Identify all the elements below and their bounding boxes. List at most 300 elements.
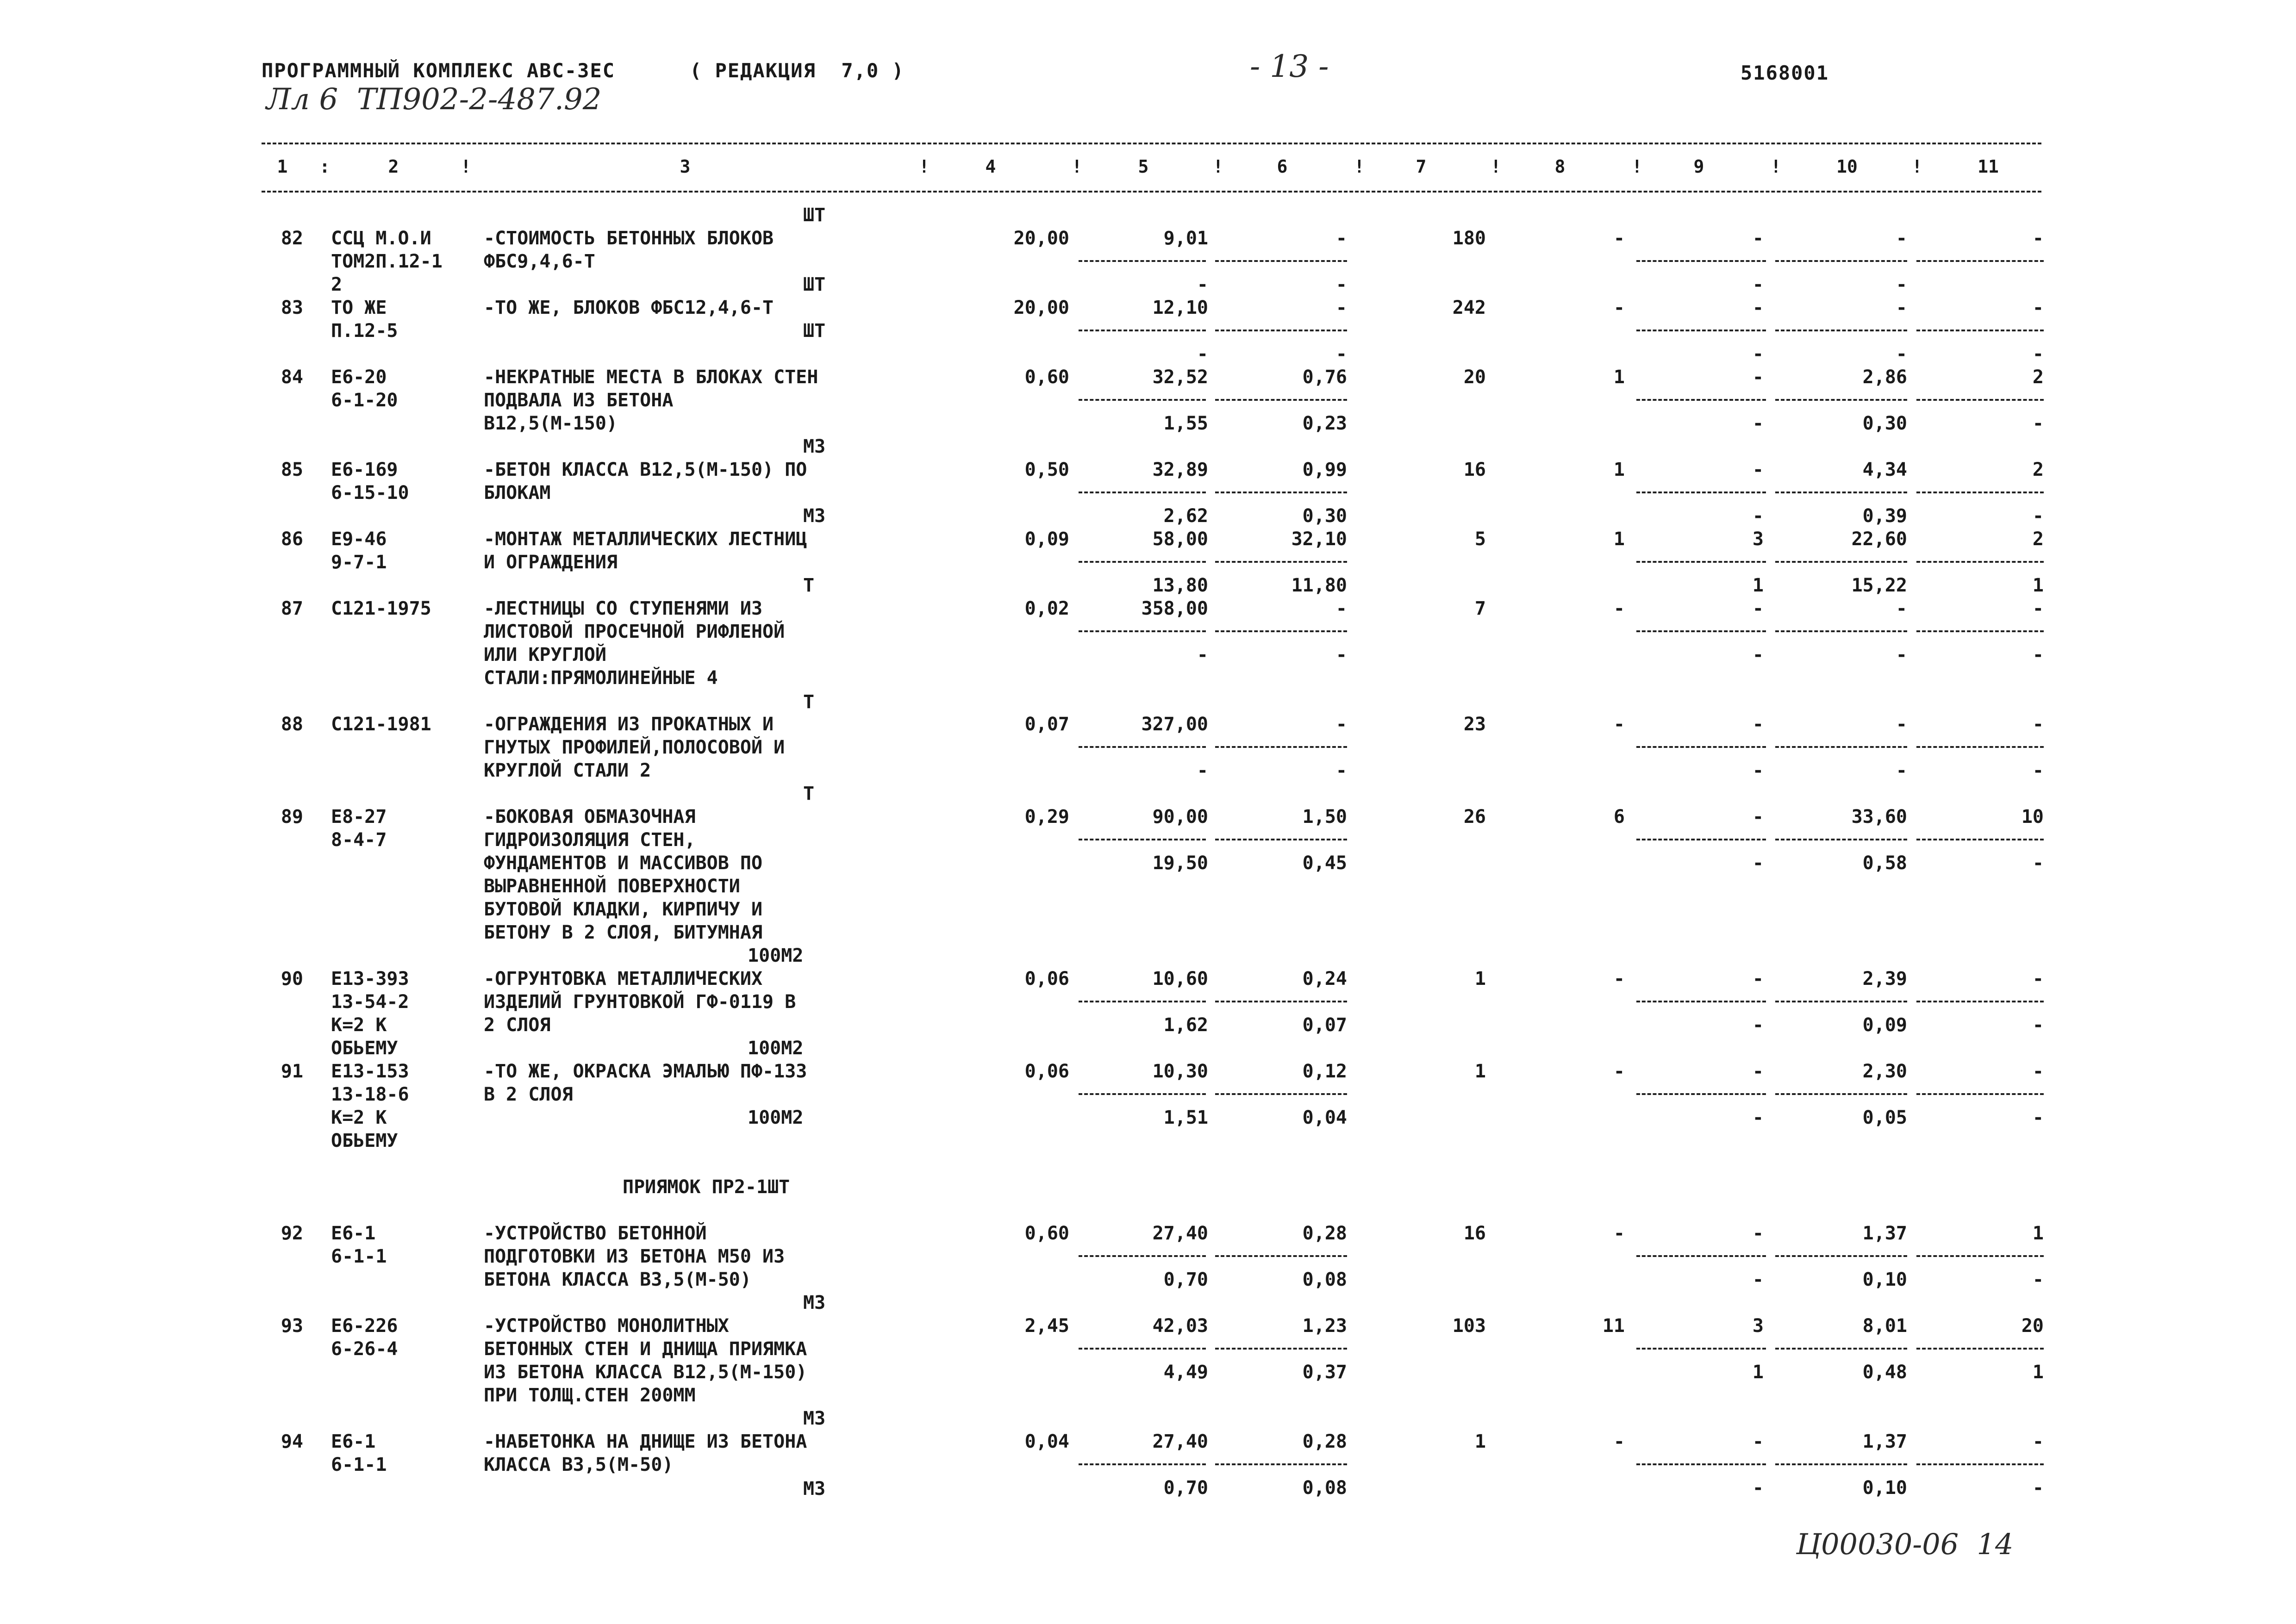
value-separator-line: [1916, 1001, 2044, 1002]
column-separator: !: [1354, 156, 1365, 177]
cell-c9-bottom: -: [1752, 1107, 1764, 1128]
cell-c5-bottom: 13,80: [1152, 575, 1208, 596]
cell-c9-bottom: 1: [1752, 1362, 1764, 1383]
cell-c6-top: 32,10: [1291, 529, 1347, 550]
quantity-value: 0,29: [1024, 806, 1069, 828]
work-description: -ОГРАЖДЕНИЯ ИЗ ПРОКАТНЫХ И: [484, 714, 774, 735]
rate-code: ТО ЖЕ: [331, 297, 387, 318]
cell-c5-bottom: 2,62: [1163, 505, 1208, 527]
cell-c9-top: -: [1752, 806, 1764, 828]
cell-c9-bottom: -: [1752, 413, 1764, 434]
cell-c11-bottom: -: [2032, 343, 2044, 365]
cell-c5-top: 10,30: [1152, 1061, 1208, 1082]
page-number: - 13 -: [1250, 49, 1329, 84]
value-separator-line: [1916, 561, 2044, 563]
rate-code: К=2 К: [331, 1014, 387, 1036]
value-separator-line: [1215, 260, 1347, 262]
cell-c10-bottom: 0,48: [1862, 1362, 1907, 1383]
column-separator: :: [319, 156, 330, 177]
rate-code: ОБЬЕМУ: [331, 1038, 398, 1059]
rate-code: Е6-1: [331, 1431, 376, 1452]
value-separator-line: [1215, 746, 1347, 748]
column-header-5: 5: [1138, 156, 1149, 177]
rate-code: 13-54-2: [331, 991, 409, 1013]
work-description: ИЛИ КРУГЛОЙ: [484, 644, 606, 666]
value-separator-line: [1079, 630, 1206, 632]
column-header-10: 10: [1836, 156, 1858, 177]
value-separator-line: [1916, 260, 2044, 262]
cell-c5-bottom: 1,51: [1163, 1107, 1208, 1128]
cell-c11-bottom: -: [2032, 413, 2044, 434]
value-separator-line: [1775, 260, 1907, 262]
cell-c11-bottom: -: [2032, 505, 2044, 527]
value-separator-line: [1775, 1001, 1907, 1002]
cell-c6-bottom: -: [1335, 644, 1347, 666]
cell-c5-bottom: -: [1197, 760, 1208, 781]
cell-c6-top: 0,76: [1302, 367, 1347, 388]
cell-col7: 103: [1452, 1315, 1486, 1337]
unit-label: М3: [803, 436, 826, 457]
work-description: БЕТОНА КЛАССА В3,5(М-50): [484, 1269, 751, 1290]
cell-c9-bottom: 1: [1752, 575, 1764, 596]
quantity-value: 0,04: [1024, 1431, 1069, 1452]
value-separator-line: [1636, 492, 1766, 493]
cell-c10-top: 4,34: [1862, 459, 1907, 480]
work-description: -ТО ЖЕ, БЛОКОВ ФБС12,4,6-Т: [484, 297, 774, 318]
row-number: 86: [281, 529, 303, 550]
column-separator: !: [1072, 156, 1082, 177]
value-separator-line: [1215, 839, 1347, 840]
cell-c9-top: -: [1752, 598, 1764, 619]
rate-code: С121-1981: [331, 714, 431, 735]
rate-code: ССЦ М.О.И: [331, 228, 431, 249]
cell-c10-top: 2,39: [1862, 968, 1907, 989]
cell-c5-bottom: 4,49: [1163, 1362, 1208, 1383]
cell-col8: -: [1613, 1431, 1625, 1452]
document-code: 5168001: [1741, 62, 1829, 84]
cell-c10-top: -: [1896, 714, 1907, 735]
cell-c9-top: 3: [1752, 529, 1764, 550]
cell-c5-top: 42,03: [1152, 1315, 1208, 1337]
cell-c10-bottom: -: [1896, 343, 1907, 365]
unit-label: М3: [803, 1292, 826, 1313]
cell-col8: 1: [1613, 529, 1625, 550]
row-number: 87: [281, 598, 303, 619]
value-separator-line: [1916, 839, 2044, 840]
rate-code: 6-15-10: [331, 482, 409, 504]
cell-c11-bottom: -: [2032, 760, 2044, 781]
unit-label: Т: [803, 783, 815, 804]
rate-code: 6-1-1: [331, 1246, 387, 1267]
row-number: 84: [281, 367, 303, 388]
header-rule-top: [262, 143, 2041, 144]
row-number: 90: [281, 968, 303, 989]
work-description: ПОДГОТОВКИ ИЗ БЕТОНА М50 ИЗ: [484, 1246, 785, 1267]
rate-code: Е6-169: [331, 459, 398, 480]
cell-c11-top: 2: [2032, 529, 2044, 550]
work-description: ГИДРОИЗОЛЯЦИЯ СТЕН,: [484, 829, 696, 851]
value-separator-line: [1079, 561, 1206, 563]
cell-c9-top: -: [1752, 1431, 1764, 1452]
row-number: 92: [281, 1223, 303, 1244]
cell-c11-bottom: 1: [2032, 1362, 2044, 1383]
cell-c11-top: 20: [2021, 1315, 2044, 1337]
work-description: СТАЛИ:ПРЯМОЛИНЕЙНЫЕ 4: [484, 667, 718, 689]
unit-label: ШТ: [803, 205, 826, 226]
rate-code: Е9-46: [331, 529, 387, 550]
cell-col7: 16: [1463, 1223, 1486, 1244]
rate-code: 8-4-7: [331, 829, 387, 851]
column-header-6: 6: [1277, 156, 1288, 177]
cell-c9-top: -: [1752, 1061, 1764, 1082]
cell-col7: 20: [1463, 367, 1486, 388]
value-separator-line: [1636, 1463, 1766, 1465]
cell-col7: 180: [1452, 228, 1486, 249]
rate-code: 9-7-1: [331, 552, 387, 573]
unit-label: 100М2: [748, 945, 804, 966]
row-number: 89: [281, 806, 303, 828]
column-header-8: 8: [1554, 156, 1566, 177]
cell-c6-top: 0,28: [1302, 1431, 1347, 1452]
unit-label: М3: [803, 505, 826, 527]
cell-c5-top: 90,00: [1152, 806, 1208, 828]
column-separator: !: [1213, 156, 1223, 177]
value-separator-line: [1079, 839, 1206, 840]
cell-c11-top: 2: [2032, 367, 2044, 388]
cell-c10-top: -: [1896, 228, 1907, 249]
cell-c6-bottom: 0,04: [1302, 1107, 1347, 1128]
column-separator: !: [1632, 156, 1642, 177]
work-description: ПОДВАЛА ИЗ БЕТОНА: [484, 390, 674, 411]
rate-code: 6-26-4: [331, 1338, 398, 1360]
rate-code: К=2 К: [331, 1107, 387, 1128]
cell-c9-top: -: [1752, 968, 1764, 989]
cell-c10-bottom: -: [1896, 644, 1907, 666]
value-separator-line: [1916, 1348, 2044, 1350]
cell-c9-bottom: -: [1752, 1269, 1764, 1290]
cell-col7: 1: [1474, 1431, 1486, 1452]
value-separator-line: [1775, 839, 1907, 840]
cell-c11-bottom: -: [2032, 1014, 2044, 1036]
cell-c6-top: -: [1335, 228, 1347, 249]
row-number: 93: [281, 1315, 303, 1337]
value-separator-line: [1215, 1093, 1347, 1095]
header-rule-bottom: [262, 191, 2041, 193]
cell-c11-bottom: -: [2032, 1107, 2044, 1128]
cell-c5-top: 12,10: [1152, 297, 1208, 318]
cell-c6-top: 0,28: [1302, 1223, 1347, 1244]
cell-c11-top: -: [2032, 598, 2044, 619]
work-description: -УСТРОЙСТВО БЕТОННОЙ: [484, 1223, 707, 1244]
cell-c10-top: 22,60: [1851, 529, 1907, 550]
cell-c6-top: 1,50: [1302, 806, 1347, 828]
section-title: ПРИЯМОК ПР2-1ШТ: [623, 1176, 790, 1198]
work-description: ЛИСТОВОЙ ПРОСЕЧНОЙ РИФЛЕНОЙ: [484, 621, 785, 642]
quantity-value: 0,02: [1024, 598, 1069, 619]
value-separator-line: [1916, 1463, 2044, 1465]
work-description: -МОНТАЖ МЕТАЛЛИЧЕСКИХ ЛЕСТНИЦ: [484, 529, 807, 550]
cell-c5-top: 32,52: [1152, 367, 1208, 388]
quantity-value: 0,07: [1024, 714, 1069, 735]
column-header-3: 3: [680, 156, 691, 177]
cell-c5-bottom: 0,70: [1163, 1269, 1208, 1290]
value-separator-line: [1215, 330, 1347, 331]
cell-col7: 1: [1474, 968, 1486, 989]
value-separator-line: [1079, 492, 1206, 493]
cell-c11-top: -: [2032, 1061, 2044, 1082]
value-separator-line: [1079, 746, 1206, 748]
cell-c6-top: 1,23: [1302, 1315, 1347, 1337]
cell-col8: -: [1613, 228, 1625, 249]
cell-col7: 26: [1463, 806, 1486, 828]
cell-c6-top: 0,99: [1302, 459, 1347, 480]
value-separator-line: [1775, 1255, 1907, 1257]
cell-col8: 6: [1613, 806, 1625, 828]
cell-c5-bottom: 1,62: [1163, 1014, 1208, 1036]
cell-c5-bottom: -: [1197, 644, 1208, 666]
work-description: -БОКОВАЯ ОБМАЗОЧНАЯ: [484, 806, 696, 828]
cell-c9-top: -: [1752, 1223, 1764, 1244]
cell-c9-bottom: -: [1752, 760, 1764, 781]
value-separator-line: [1215, 1001, 1347, 1002]
value-separator-line: [1916, 1093, 2044, 1095]
quantity-value: 0,06: [1024, 968, 1069, 989]
value-separator-line: [1079, 1093, 1206, 1095]
value-separator-line: [1916, 1255, 2044, 1257]
value-separator-line: [1079, 330, 1206, 331]
cell-c10-top: 8,01: [1862, 1315, 1907, 1337]
row-number: 83: [281, 297, 303, 318]
cell-c11-bottom: -: [2032, 644, 2044, 666]
work-description: И ОГРАЖДЕНИЯ: [484, 552, 618, 573]
value-separator-line: [1079, 1001, 1206, 1002]
work-description: -СТОИМОСТЬ БЕТОННЫХ БЛОКОВ: [484, 228, 774, 249]
value-separator-line: [1636, 746, 1766, 748]
cell-c6-bottom: 0,23: [1302, 413, 1347, 434]
cell-c9-bottom: -: [1752, 343, 1764, 365]
cell-c11-top: 1: [2032, 1223, 2044, 1244]
cell-c11-top: -: [2032, 1431, 2044, 1452]
column-separator: !: [919, 156, 930, 177]
cell-c10-bottom: 0,05: [1862, 1107, 1907, 1128]
cell-col7: 16: [1463, 459, 1486, 480]
cell-c11-top: -: [2032, 714, 2044, 735]
work-description: -НАБЕТОНКА НА ДНИЩЕ ИЗ БЕТОНА: [484, 1431, 807, 1452]
rate-code: 2: [331, 274, 343, 295]
cell-c9-top: 3: [1752, 1315, 1764, 1337]
cell-c10-top: 33,60: [1851, 806, 1907, 828]
column-header-11: 11: [1978, 156, 1999, 177]
value-separator-line: [1775, 1348, 1907, 1350]
value-separator-line: [1775, 330, 1907, 331]
work-description: ФБС9,4,6-Т: [484, 251, 595, 272]
work-description: КЛАССА В3,5(М-50): [484, 1454, 674, 1475]
rate-code: Е6-20: [331, 367, 387, 388]
work-description: ИЗ БЕТОНА КЛАССА В12,5(М-150): [484, 1362, 807, 1383]
work-description: ГНУТЫХ ПРОФИЛЕЙ,ПОЛОСОВОЙ И: [484, 737, 785, 758]
unit-label: Т: [803, 575, 815, 596]
cell-col8: -: [1613, 297, 1625, 318]
value-separator-line: [1636, 1093, 1766, 1095]
unit-label: 100М2: [748, 1038, 804, 1059]
value-separator-line: [1636, 260, 1766, 262]
cell-col8: 1: [1613, 367, 1625, 388]
cell-c6-bottom: 0,45: [1302, 852, 1347, 874]
program-title: ПРОГРАММНЫЙ КОМПЛЕКС АВС-3ЕС: [262, 59, 616, 82]
cell-c9-top: -: [1752, 367, 1764, 388]
value-separator-line: [1215, 561, 1347, 563]
cell-c5-bottom: 1,55: [1163, 413, 1208, 434]
value-separator-line: [1636, 561, 1766, 563]
cell-col8: 11: [1602, 1315, 1625, 1337]
rate-code: П.12-5: [331, 320, 398, 342]
cell-col8: -: [1613, 1223, 1625, 1244]
cell-col8: -: [1613, 1061, 1625, 1082]
work-description: КРУГЛОЙ СТАЛИ 2: [484, 760, 651, 781]
cell-c6-bottom: 0,08: [1302, 1477, 1347, 1499]
rate-code: С121-1975: [331, 598, 431, 619]
quantity-value: 0,60: [1024, 1223, 1069, 1244]
work-description: БУТОВОЙ КЛАДКИ, КИРПИЧУ И: [484, 899, 763, 920]
value-separator-line: [1775, 492, 1907, 493]
cell-c9-top: -: [1752, 714, 1764, 735]
row-number: 88: [281, 714, 303, 735]
cell-c9-bottom: -: [1752, 1477, 1764, 1499]
cell-c11-bottom: 1: [2032, 575, 2044, 596]
quantity-value: 0,09: [1024, 529, 1069, 550]
work-description: -ТО ЖЕ, ОКРАСКА ЭМАЛЬЮ ПФ-133: [484, 1061, 807, 1082]
rate-code: Е13-153: [331, 1061, 409, 1082]
quantity-value: 20,00: [1013, 228, 1069, 249]
rate-code: Е8-27: [331, 806, 387, 828]
value-separator-line: [1215, 1255, 1347, 1257]
cell-c10-top: 2,30: [1862, 1061, 1907, 1082]
cell-c9-top: -: [1752, 459, 1764, 480]
cell-c5-bottom: -: [1197, 274, 1208, 295]
unit-label: 100М2: [748, 1107, 804, 1128]
cell-c5-top: 32,89: [1152, 459, 1208, 480]
value-separator-line: [1636, 399, 1766, 401]
cell-col7: 7: [1474, 598, 1486, 619]
cell-c11-top: -: [2032, 297, 2044, 318]
value-separator-line: [1215, 1463, 1347, 1465]
column-separator: !: [1771, 156, 1781, 177]
cell-c6-top: -: [1335, 598, 1347, 619]
cell-c5-top: 327,00: [1141, 714, 1208, 735]
work-description: БЕТОНУ В 2 СЛОЯ, БИТУМНАЯ: [484, 922, 763, 943]
rate-code: Е6-226: [331, 1315, 398, 1337]
work-description: -ОГРУНТОВКА МЕТАЛЛИЧЕСКИХ: [484, 968, 763, 989]
cell-c5-bottom: 0,70: [1163, 1477, 1208, 1499]
value-separator-line: [1916, 330, 2044, 331]
value-separator-line: [1636, 330, 1766, 331]
column-header-9: 9: [1693, 156, 1704, 177]
work-description: -БЕТОН КЛАССА В12,5(М-150) ПО: [484, 459, 807, 480]
unit-label: ШТ: [803, 320, 826, 342]
cell-c10-bottom: -: [1896, 274, 1907, 295]
quantity-value: 0,60: [1024, 367, 1069, 388]
column-separator: !: [461, 156, 471, 177]
cell-c10-top: -: [1896, 297, 1907, 318]
cell-col8: -: [1613, 968, 1625, 989]
unit-label: ШТ: [803, 274, 826, 295]
row-number: 85: [281, 459, 303, 480]
cell-c6-top: 0,12: [1302, 1061, 1347, 1082]
edition-label: ( РЕДАКЦИЯ 7,0 ): [690, 59, 905, 82]
cell-c10-bottom: 0,10: [1862, 1269, 1907, 1290]
value-separator-line: [1215, 630, 1347, 632]
footer-stamp: Ц00030-06 14: [1796, 1527, 2014, 1561]
cell-c9-bottom: -: [1752, 852, 1764, 874]
column-header-7: 7: [1416, 156, 1427, 177]
cell-c11-bottom: -: [2032, 1477, 2044, 1499]
value-separator-line: [1636, 630, 1766, 632]
value-separator-line: [1775, 1463, 1907, 1465]
cell-c5-bottom: -: [1197, 343, 1208, 365]
work-description: -УСТРОЙСТВО МОНОЛИТНЫХ: [484, 1315, 729, 1337]
work-description: 2 СЛОЯ: [484, 1014, 551, 1036]
cell-c10-bottom: 0,10: [1862, 1477, 1907, 1499]
value-separator-line: [1636, 839, 1766, 840]
value-separator-line: [1079, 1463, 1206, 1465]
cell-c5-top: 358,00: [1141, 598, 1208, 619]
value-separator-line: [1775, 561, 1907, 563]
row-number: 94: [281, 1431, 303, 1452]
column-header-2: 2: [388, 156, 399, 177]
cell-c6-bottom: -: [1335, 760, 1347, 781]
cell-c6-bottom: 0,07: [1302, 1014, 1347, 1036]
work-description: БЛОКАМ: [484, 482, 551, 504]
value-separator-line: [1775, 1093, 1907, 1095]
cell-c10-bottom: -: [1896, 760, 1907, 781]
cell-c6-bottom: -: [1335, 343, 1347, 365]
work-description: -НЕКРАТНЫЕ МЕСТА В БЛОКАХ СТЕН: [484, 367, 818, 388]
value-separator-line: [1215, 492, 1347, 493]
cell-c5-top: 9,01: [1163, 228, 1208, 249]
value-separator-line: [1079, 1348, 1206, 1350]
cell-c5-top: 58,00: [1152, 529, 1208, 550]
cell-c5-bottom: 19,50: [1152, 852, 1208, 874]
cell-c10-bottom: 0,39: [1862, 505, 1907, 527]
cell-c10-top: -: [1896, 598, 1907, 619]
value-separator-line: [1775, 630, 1907, 632]
value-separator-line: [1079, 399, 1206, 401]
cell-col8: -: [1613, 714, 1625, 735]
cell-c11-bottom: -: [2032, 852, 2044, 874]
value-separator-line: [1916, 630, 2044, 632]
cell-c6-bottom: 11,80: [1291, 575, 1347, 596]
work-description: БЕТОННЫХ СТЕН И ДНИЩА ПРИЯМКА: [484, 1338, 807, 1360]
quantity-value: 20,00: [1013, 297, 1069, 318]
cell-c11-top: 10: [2021, 806, 2044, 828]
value-separator-line: [1775, 399, 1907, 401]
value-separator-line: [1636, 1255, 1766, 1257]
work-description: В12,5(М-150): [484, 413, 618, 434]
rate-code: ТОМ2П.12-1: [331, 251, 443, 272]
work-description: -ЛЕСТНИЦЫ СО СТУПЕНЯМИ ИЗ: [484, 598, 763, 619]
cell-c5-top: 10,60: [1152, 968, 1208, 989]
column-header-1: 1: [277, 156, 288, 177]
value-separator-line: [1775, 746, 1907, 748]
column-separator: !: [1912, 156, 1922, 177]
cell-c6-top: 0,24: [1302, 968, 1347, 989]
work-description: ФУНДАМЕНТОВ И МАССИВОВ ПО: [484, 852, 763, 874]
work-description: В 2 СЛОЯ: [484, 1084, 573, 1105]
quantity-value: 2,45: [1024, 1315, 1069, 1337]
cell-c11-top: 2: [2032, 459, 2044, 480]
cell-c6-bottom: 0,30: [1302, 505, 1347, 527]
unit-label: М3: [803, 1478, 826, 1500]
